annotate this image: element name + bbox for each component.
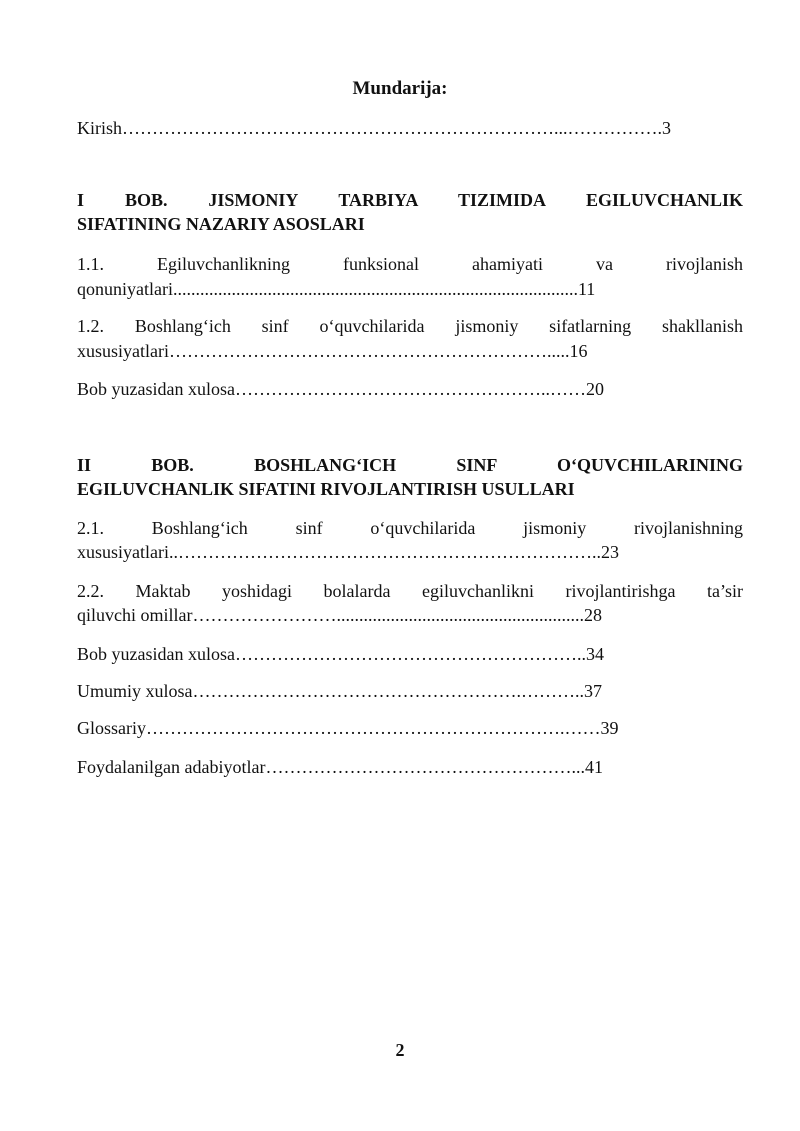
toc-entry-1-2-line-1: 1.2. Boshlang‘ich sinf o‘quvchilarida jismoniy sifatlarning shakllanish <box>77 316 743 336</box>
page-title: Mundarija: <box>352 78 448 99</box>
toc-entry-references: Foydalanilgan adabiyotlar……………………………………………...41 <box>77 757 603 777</box>
chapter-1-heading-line-1: I BOB. JISMONIY TARBIYA TIZIMIDA EGILUVCHANLIK <box>77 190 743 210</box>
toc-entry-glossary: Glossariy…………………………………………………………….……39 <box>77 718 619 738</box>
toc-entry-2-1-line-2: xususiyatlari..……………………………………………………………..23 <box>77 542 619 562</box>
toc-entry-2-2-line-1: 2.2. Maktab yoshidagi bolalarda egiluvchanlikni rivojlantirishga ta’sir <box>77 581 743 601</box>
chapter-2-heading-line-1: II BOB. BOSHLANG‘ICH SINF O‘QUVCHILARINING <box>77 455 743 475</box>
chapter-1-heading-line-2: SIFATINING NAZARIY ASOSLARI <box>77 214 365 234</box>
toc-entry-2-2-line-2: qiluvchi omillar…………………….......................................................28 <box>77 605 602 625</box>
page-number: 2 <box>395 1040 405 1060</box>
chapter-2-heading-line-2: EGILUVCHANLIK SIFATINI RIVOJLANTIRISH USULLARI <box>77 479 575 499</box>
toc-entry-chapter-1-conclusion: Bob yuzasidan xulosa……………………………………………..……20 <box>77 379 604 399</box>
toc-entry-1-1-line-1: 1.1. Egiluvchanlikning funksional ahamiyati va rivojlanish <box>77 254 743 274</box>
toc-entry-1-2-line-2: xususiyatlari……………………………………………………….....16 <box>77 341 588 361</box>
toc-entry-2-1-line-1: 2.1. Boshlang‘ich sinf o‘quvchilarida jismoniy rivojlanishning <box>77 518 743 538</box>
toc-entry-intro: Kirish………………………………………………………………...…………….3 <box>77 118 671 138</box>
toc-entry-chapter-2-conclusion: Bob yuzasidan xulosa…………………………………………………..34 <box>77 644 604 664</box>
toc-entry-1-1-line-2: qonuniyatlari..........................................................................................11 <box>77 279 596 299</box>
toc-entry-general-conclusion: Umumiy xulosa……………………………………………….………..37 <box>77 681 602 701</box>
